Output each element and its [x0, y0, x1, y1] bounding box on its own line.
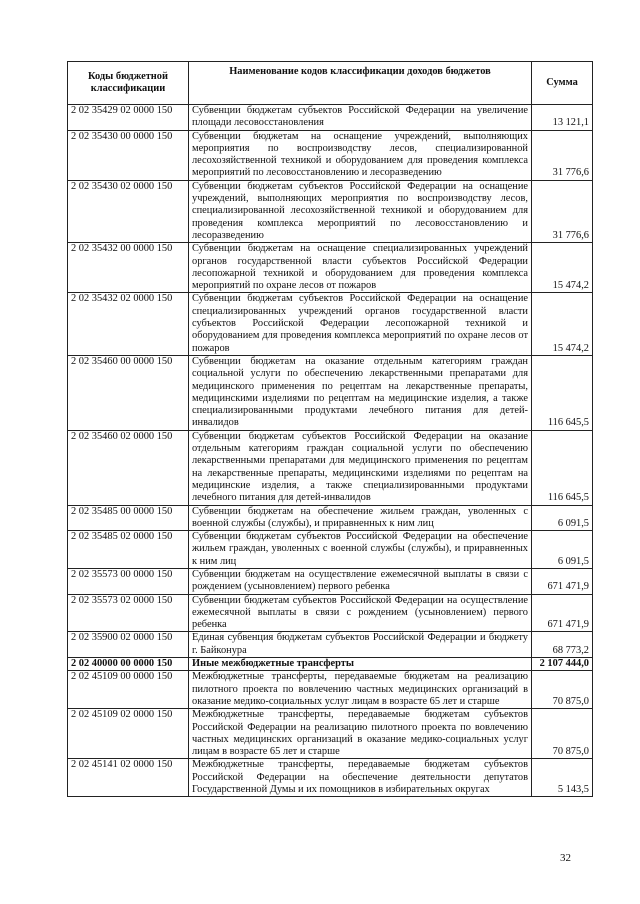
document-page	[67, 61, 592, 797]
sum-cell: 5 143,5	[532, 759, 593, 797]
name-cell: Субвенции бюджетам на оказание отдельным категориям граждан социальной услуги по обеспечению лекарственными препаратами для медицинского применения по рецептам на лекарственные препараты, медицинскими изделиями по рецептам на медицинские изделия, а также специализированными продуктами лечебного питания для детей-инвалидов	[189, 355, 532, 430]
sum-cell: 70 875,0	[532, 709, 593, 759]
code-cell: 2 02 35573 00 0000 150	[68, 568, 189, 594]
name-cell: Межбюджетные трансферты, передаваемые бюджетам субъектов Российской Федерации на обеспечение деятельности депутатов Государственной Думы и их помощников в избирательных округах	[189, 759, 532, 797]
table-body	[68, 105, 593, 797]
sum-cell: 671 471,9	[532, 568, 593, 594]
sum-cell: 116 645,5	[532, 355, 593, 430]
budget-table	[67, 61, 593, 797]
sum-cell: 116 645,5	[532, 430, 593, 505]
table-row	[68, 658, 593, 671]
code-cell: 2 02 45141 02 0000 150	[68, 759, 189, 797]
code-cell: 2 02 35430 00 0000 150	[68, 130, 189, 180]
table-row	[68, 568, 593, 594]
name-cell: Субвенции бюджетам на обеспечение жильем граждан, уволенных с военной службы (службы), и приравненных к ним лиц	[189, 505, 532, 531]
name-cell: Иные межбюджетные трансферты	[189, 658, 532, 671]
table-row	[68, 709, 593, 759]
sum-cell: 13 121,1	[532, 105, 593, 131]
name-cell: Субвенции бюджетам субъектов Российской Федерации на обеспечение жильем граждан, уволенных с военной службы (службы), и приравненных к ним лиц	[189, 531, 532, 569]
sum-cell: 6 091,5	[532, 505, 593, 531]
sum-cell: 70 875,0	[532, 671, 593, 709]
table-header-row	[68, 62, 593, 105]
name-cell: Межбюджетные трансферты, передаваемые бюджетам на реализацию пилотного проекта по вовлечению частных медицинских организаций в оказание медико-социальных услуг лицам в возрасте 65 лет и старше	[189, 671, 532, 709]
page-number: 32	[560, 852, 571, 864]
table-row	[68, 430, 593, 505]
code-cell: 2 02 45109 02 0000 150	[68, 709, 189, 759]
name-cell: Субвенции бюджетам субъектов Российской Федерации на оснащение учреждений, выполняющих мероприятия по воспроизводству лесов, специализированной лесохозяйственной техникой и оборудованием для проведения комплекса мероприятий по лесовосстановлению и лесоразведению	[189, 180, 532, 242]
table-row	[68, 505, 593, 531]
table-row	[68, 105, 593, 131]
sum-cell: 2 107 444,0	[532, 658, 593, 671]
table-row	[68, 671, 593, 709]
code-cell: 2 02 35430 02 0000 150	[68, 180, 189, 242]
sum-cell: 31 776,6	[532, 130, 593, 180]
table-row	[68, 594, 593, 632]
table-row	[68, 759, 593, 797]
name-cell: Субвенции бюджетам субъектов Российской Федерации на осуществление ежемесячной выплаты в связи с рождением (усыновлением) первого ребенка	[189, 594, 532, 632]
code-cell: 2 02 35429 02 0000 150	[68, 105, 189, 131]
code-cell: 2 02 35900 02 0000 150	[68, 632, 189, 658]
header-name: Наименование кодов классификации доходов бюджетов	[189, 62, 532, 105]
code-cell: 2 02 35573 02 0000 150	[68, 594, 189, 632]
sum-cell: 6 091,5	[532, 531, 593, 569]
name-cell: Межбюджетные трансферты, передаваемые бюджетам субъектов Российской Федерации на реализацию пилотного проекта по вовлечению частных медицинских организаций в оказание медико-социальных услуг лицам в возрасте 65 лет и старше	[189, 709, 532, 759]
code-cell: 2 02 45109 00 0000 150	[68, 671, 189, 709]
code-cell: 2 02 35485 02 0000 150	[68, 531, 189, 569]
code-cell: 2 02 40000 00 0000 150	[68, 658, 189, 671]
header-sum: Сумма	[532, 62, 593, 105]
table-row	[68, 130, 593, 180]
code-cell: 2 02 35485 00 0000 150	[68, 505, 189, 531]
table-row	[68, 355, 593, 430]
code-cell: 2 02 35432 00 0000 150	[68, 243, 189, 293]
sum-cell: 15 474,2	[532, 293, 593, 355]
table-row	[68, 531, 593, 569]
name-cell: Субвенции бюджетам на оснащение учреждений, выполняющих мероприятия по воспроизводству лесов, специализированной лесохозяйственной техникой и оборудованием для проведения комплекса мероприятий по лесовосстановлению и лесоразведению	[189, 130, 532, 180]
table-row	[68, 293, 593, 355]
code-cell: 2 02 35460 00 0000 150	[68, 355, 189, 430]
table-row	[68, 632, 593, 658]
name-cell: Субвенции бюджетам субъектов Российской Федерации на оказание отдельным категориям граждан социальной услуги по обеспечению лекарственными препаратами для медицинского применения по рецептам на лекарственные препараты, медицинскими изделиями по рецептам на медицинские изделия, а также специализированными продуктами лечебного питания для детей-инвалидов	[189, 430, 532, 505]
name-cell: Субвенции бюджетам на оснащение специализированных учреждений органов государственной власти субъектов Российской Федерации лесопожарной техникой и оборудованием для проведения комплекса мероприятий по охране лесов от пожаров	[189, 243, 532, 293]
table-row	[68, 180, 593, 242]
name-cell: Субвенции бюджетам субъектов Российской Федерации на оснащение специализированных учреждений органов государственной власти субъектов Российской Федерации лесопожарной техникой и оборудованием для проведения комплекса мероприятий по охране лесов от пожаров	[189, 293, 532, 355]
sum-cell: 31 776,6	[532, 180, 593, 242]
code-cell: 2 02 35460 02 0000 150	[68, 430, 189, 505]
name-cell: Субвенции бюджетам субъектов Российской Федерации на увеличение площади лесовосстановления	[189, 105, 532, 131]
header-code: Коды бюджетной классификации	[68, 62, 189, 105]
sum-cell: 671 471,9	[532, 594, 593, 632]
name-cell: Субвенции бюджетам на осуществление ежемесячной выплаты в связи с рождением (усыновлением) первого ребенка	[189, 568, 532, 594]
name-cell: Единая субвенция бюджетам субъектов Российской Федерации и бюджету г. Байконура	[189, 632, 532, 658]
code-cell: 2 02 35432 02 0000 150	[68, 293, 189, 355]
sum-cell: 15 474,2	[532, 243, 593, 293]
sum-cell: 68 773,2	[532, 632, 593, 658]
table-row	[68, 243, 593, 293]
